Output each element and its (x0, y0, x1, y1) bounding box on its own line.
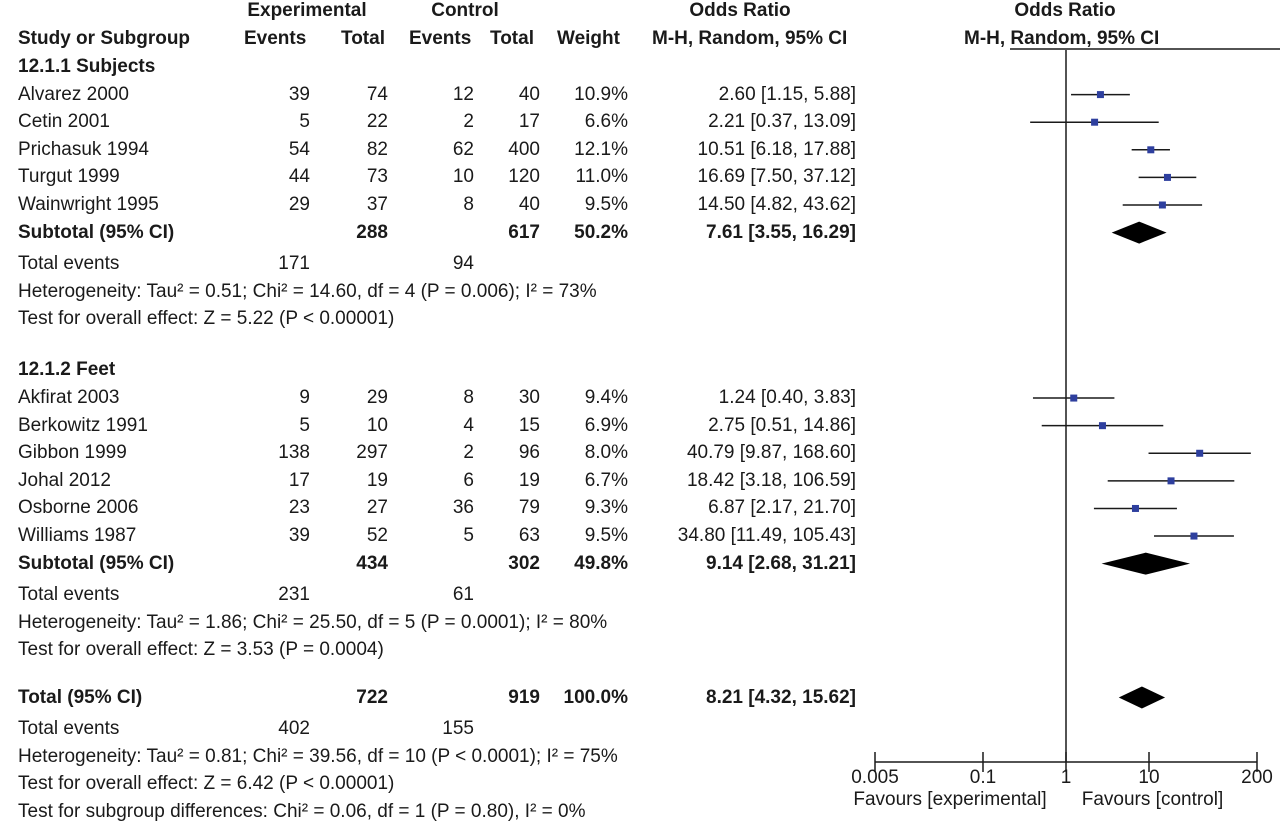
ctl-total-cell: 400 (508, 138, 540, 160)
point-estimate (1196, 450, 1203, 457)
subtotal-exp-total: 288 (356, 221, 388, 243)
ctl-total-cell: 79 (518, 497, 540, 519)
total-events-exp: 402 (278, 718, 310, 740)
exp-events-cell: 39 (288, 83, 310, 105)
ctl-total-cell: 17 (518, 111, 540, 133)
exp-total-cell: 82 (366, 138, 388, 160)
subtotal-ctl-total: 302 (508, 552, 540, 574)
experimental-header: Experimental (247, 0, 367, 21)
ctl-events-cell: 6 (463, 469, 474, 491)
ctl-events-cell: 62 (452, 138, 474, 160)
subtotal-ctl-total: 617 (508, 221, 540, 243)
total-events-ctl: 155 (442, 718, 474, 740)
odds-ratio-header: Odds Ratio (689, 0, 791, 21)
x-tick-label: 10 (1138, 767, 1160, 788)
odds-ratio-cell: 6.87 [2.17, 21.70] (708, 497, 856, 519)
exp-total-cell: 74 (366, 83, 388, 105)
odds-ratio-cell: 2.60 [1.15, 5.88] (718, 83, 856, 105)
odds-ratio-cell: 14.50 [4.82, 43.62] (697, 194, 856, 215)
heterogeneity-text: Heterogeneity: Tau² = 0.51; Chi² = 14.60, df = 4 (P = 0.006); I² = 73% (18, 280, 597, 302)
x-tick-label: 200 (1241, 767, 1273, 788)
odds-ratio-cell: 2.75 [0.51, 14.86] (708, 414, 856, 436)
point-estimate (1091, 119, 1098, 126)
study-column-header: Study or Subgroup (18, 28, 191, 49)
study-name: Berkowitz 1991 (18, 414, 148, 436)
odds-ratio-cell: 2.21 [0.37, 13.09] (708, 111, 856, 133)
exp-events-cell: 39 (288, 525, 310, 547)
subtotal-weight: 49.8% (574, 552, 628, 574)
ctl-events-cell: 8 (463, 194, 474, 215)
weight-cell: 6.7% (584, 469, 628, 491)
ctl-total-cell: 19 (518, 469, 540, 491)
ctl-total-cell: 96 (518, 442, 540, 464)
overall-effect-text: Test for overall effect: Z = 6.42 (P < 0.00001) (18, 773, 395, 795)
exp-total-cell: 19 (366, 469, 388, 491)
control-header: Control (431, 0, 499, 21)
ctl-total-cell: 120 (508, 166, 540, 188)
odds-ratio-cell: 16.69 [7.50, 37.12] (697, 166, 856, 188)
ctl-events-cell: 10 (452, 166, 474, 188)
exp-events-cell: 17 (288, 469, 310, 491)
heterogeneity-text: Heterogeneity: Tau² = 0.81; Chi² = 39.56, df = 10 (P < 0.0001); I² = 75% (18, 745, 618, 767)
odds-ratio-cell: 34.80 [11.49, 105.43] (677, 525, 856, 547)
odds-ratio-plot-header: Odds Ratio (1014, 0, 1116, 21)
point-estimate (1132, 505, 1139, 512)
subtotal-exp-total: 434 (356, 552, 388, 574)
ctl-total-header: Total (490, 28, 534, 49)
ctl-events-header: Events (409, 28, 472, 49)
exp-total-cell: 29 (366, 387, 388, 409)
subtotal-odds-ratio: 7.61 [3.55, 16.29] (706, 221, 856, 243)
subtotal-label: Subtotal (95% CI) (18, 552, 175, 574)
weight-cell: 6.6% (584, 111, 628, 133)
x-tick-label: 0.1 (969, 767, 997, 788)
exp-total-cell: 73 (366, 166, 388, 188)
total-ctl-total: 919 (508, 686, 540, 708)
exp-events-cell: 23 (288, 497, 310, 519)
ctl-events-cell: 2 (463, 111, 474, 133)
exp-total-cell: 22 (366, 111, 388, 133)
point-estimate (1164, 174, 1171, 181)
favours-control-label: Favours [control] (1081, 789, 1224, 810)
heterogeneity-text: Heterogeneity: Tau² = 1.86; Chi² = 25.50, df = 5 (P = 0.0001); I² = 80% (18, 611, 608, 633)
method-plot-header: M-H, Random, 95% CI (964, 28, 1160, 49)
odds-ratio-cell: 40.79 [9.87, 168.60] (686, 442, 856, 464)
x-tick-label: 1 (1060, 767, 1072, 788)
favours-experimental-label: Favours [experimental] (853, 789, 1047, 810)
study-name: Cetin 2001 (18, 111, 110, 133)
study-name: Alvarez 2000 (18, 83, 129, 105)
summary-diamond (1112, 222, 1167, 244)
ctl-events-cell: 12 (452, 83, 474, 105)
method-header: M-H, Random, 95% CI (652, 28, 848, 49)
point-estimate (1147, 146, 1154, 153)
exp-events-cell: 5 (299, 111, 310, 133)
total-weight: 100.0% (563, 686, 628, 708)
total-events-label: Total events (18, 253, 120, 275)
ctl-total-cell: 63 (518, 525, 540, 547)
study-name: Osborne 2006 (18, 497, 139, 519)
total-exp-total: 722 (356, 686, 388, 708)
exp-events-cell: 29 (288, 194, 310, 215)
exp-events-cell: 138 (278, 442, 310, 464)
point-estimate (1190, 533, 1197, 540)
subtotal-odds-ratio: 9.14 [2.68, 31.21] (706, 552, 856, 574)
total-events-label: Total events (18, 584, 120, 606)
study-name: Williams 1987 (18, 525, 137, 547)
weight-cell: 8.0% (584, 442, 628, 464)
study-name: Wainwright 1995 (18, 194, 159, 215)
ctl-total-cell: 30 (518, 387, 540, 409)
subtotal-weight: 50.2% (574, 221, 628, 243)
total-events-ctl: 94 (452, 253, 474, 275)
x-tick-label: 0.005 (851, 767, 899, 788)
total-events-ctl: 61 (452, 584, 474, 606)
weight-cell: 9.5% (584, 525, 628, 547)
total-events-label: Total events (18, 718, 120, 740)
exp-events-cell: 54 (288, 138, 310, 160)
weight-cell: 9.5% (584, 194, 628, 215)
exp-events-cell: 44 (288, 166, 310, 188)
study-name: Gibbon 1999 (18, 442, 127, 464)
exp-events-cell: 5 (299, 414, 310, 436)
subtotal-label: Subtotal (95% CI) (18, 221, 175, 243)
study-name: Prichasuk 1994 (18, 138, 149, 160)
overall-effect-text: Test for overall effect: Z = 5.22 (P < 0.00001) (18, 308, 395, 330)
study-name: Johal 2012 (18, 469, 111, 491)
exp-total-cell: 37 (366, 194, 388, 215)
point-estimate (1159, 202, 1166, 209)
exp-events-header: Events (244, 28, 307, 49)
exp-total-cell: 297 (356, 442, 388, 464)
exp-total-cell: 27 (366, 497, 388, 519)
ctl-events-cell: 2 (463, 442, 474, 464)
ctl-total-cell: 40 (518, 83, 540, 105)
exp-total-cell: 52 (366, 525, 388, 547)
point-estimate (1097, 91, 1104, 98)
overall-effect-text: Test for overall effect: Z = 3.53 (P = 0.0004) (18, 639, 384, 661)
ctl-events-cell: 5 (463, 525, 474, 547)
ctl-events-cell: 8 (463, 387, 474, 409)
subgroup-title: 12.1.2 Feet (18, 359, 116, 381)
exp-events-cell: 9 (299, 387, 310, 409)
subgroup-differences-text: Test for subgroup differences: Chi² = 0.06, df = 1 (P = 0.80), I² = 0% (18, 800, 586, 822)
total-events-exp: 171 (278, 253, 310, 275)
point-estimate (1099, 422, 1106, 429)
weight-cell: 6.9% (584, 414, 628, 436)
summary-diamond (1102, 553, 1190, 575)
weight-cell: 9.4% (584, 387, 628, 409)
odds-ratio-cell: 1.24 [0.40, 3.83] (718, 387, 856, 409)
study-name: Turgut 1999 (18, 166, 120, 188)
odds-ratio-cell: 10.51 [6.18, 17.88] (697, 138, 856, 160)
study-name: Akfirat 2003 (18, 387, 120, 409)
ctl-events-cell: 4 (463, 414, 474, 436)
ctl-events-cell: 36 (452, 497, 474, 519)
weight-header: Weight (557, 28, 620, 49)
point-estimate (1070, 395, 1077, 402)
total-label: Total (95% CI) (18, 686, 143, 708)
weight-cell: 11.0% (575, 166, 628, 188)
summary-diamond (1119, 687, 1165, 709)
weight-cell: 10.9% (574, 83, 628, 105)
odds-ratio-cell: 18.42 [3.18, 106.59] (686, 469, 856, 491)
exp-total-header: Total (341, 28, 385, 49)
exp-total-cell: 10 (366, 414, 388, 436)
total-odds-ratio: 8.21 [4.32, 15.62] (706, 686, 856, 708)
total-events-exp: 231 (278, 584, 310, 606)
subgroup-title: 12.1.1 Subjects (18, 56, 156, 77)
ctl-total-cell: 15 (518, 414, 540, 436)
ctl-total-cell: 40 (518, 194, 540, 215)
weight-cell: 9.3% (584, 497, 628, 519)
weight-cell: 12.1% (574, 138, 628, 160)
point-estimate (1168, 477, 1175, 484)
